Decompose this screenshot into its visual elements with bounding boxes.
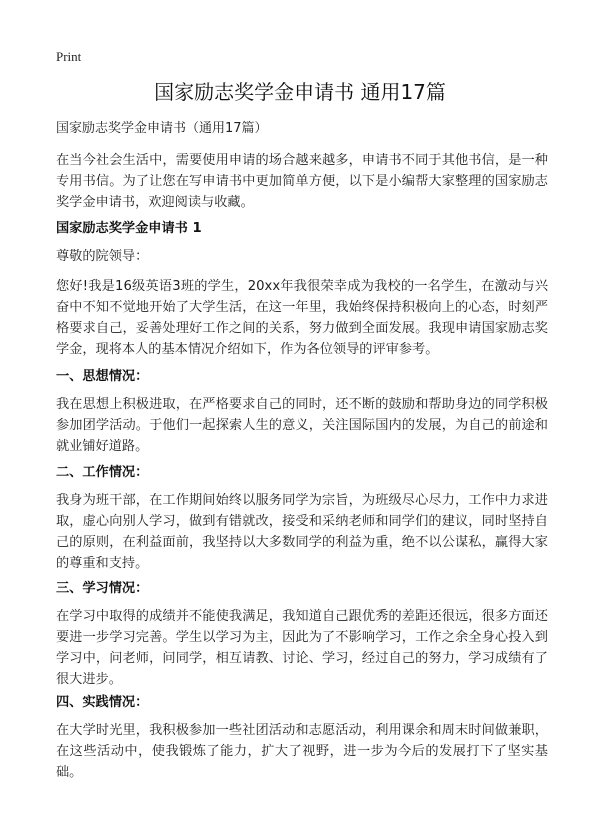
heading-practice: 四、实践情况： (56, 695, 149, 710)
paragraph-practice: 在大学时光里，我积极参加一些社团活动和志愿活动，利用课余和周末时间做兼职，在这些活动中，使我锻炼了能力，扩大了视野，进一步为今后的发展打下了坚实基础。 (56, 723, 548, 780)
heading-work: 二、工作情况： (56, 465, 149, 480)
page-title: 国家励志奖学金申请书 通用17篇 (154, 80, 446, 104)
salutation: 尊敬的院领导： (56, 249, 149, 264)
paragraph-work: 我身为班干部，在工作期间始终以服务同学为宗旨，为班级尽心尽力，工作中力求进取，虚心向别人学习，做到有错就改，接受和采纳老师和同学们的建议，同时坚持自己的原则，在利益面前，我坚持以大多数同学的利益为重，绝不以公谋私，赢得大家的尊重和支持。 (56, 493, 548, 571)
heading-study: 三、学习情况： (56, 581, 149, 596)
print-link[interactable]: Print (56, 49, 82, 64)
paragraph-thought: 我在思想上积极进取，在严格要求自己的同时，还不断的鼓励和帮助身边的同学积极参加团学活动。于他们一起探索人生的意义，关注国际国内的发展，为自己的前途和就业铺好道路。 (56, 397, 548, 454)
document-subtitle: 国家励志奖学金申请书（通用17篇） (56, 121, 268, 136)
opening-paragraph: 您好!我是16级英语3班的学生，20xx年我很荣幸成为我校的一名学生，在激动与兴奋中不知不觉地开始了大学生活，在这一年里，我始终保持积极向上的心态，时刻严格要求自己，妥善处理好工作之间的关系，努力做到全面发展。我现申请国家励志奖学金，现将本人的基本情况介绍如下，作为各位领导的评审参考。 (56, 279, 548, 357)
paragraph-study: 在学习中取得的成绩并不能使我满足，我知道自己跟优秀的差距还很远，很多方面还要进一步学习完善。学生以学习为主，因此为了不影响学习，工作之余全身心投入到学习中，问老师，问同学，相互请教、讨论、学习，经过自己的努力，学习成绩有了很大进步。 (56, 609, 548, 687)
heading-thought: 一、思想情况： (56, 369, 149, 384)
intro-paragraph: 在当今社会生活中，需要使用申请的场合越来越多，申请书不同于其他书信，是一种专用书信。为了让您在写申请书中更加简单方便，以下是小编帮大家整理的国家励志奖学金申请书，欢迎阅读与收藏。 (56, 153, 548, 210)
section-heading-1: 国家励志奖学金申请书 1 (56, 221, 202, 236)
